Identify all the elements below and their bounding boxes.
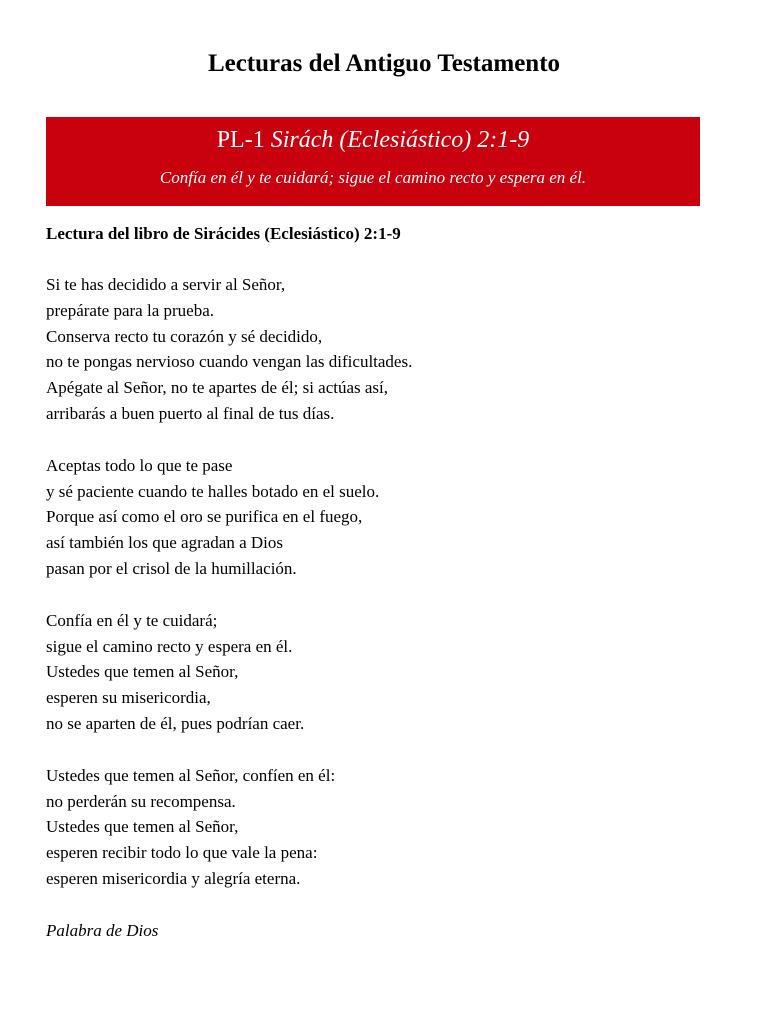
verse-line: no perderán su recompensa. — [46, 791, 236, 811]
stanza — [46, 608, 726, 737]
verse-line: Apégate al Señor, no te apartes de él; si actúas así, — [46, 378, 389, 398]
reading-banner — [46, 117, 700, 206]
verse-line: prepárate para la prueba. — [46, 300, 214, 320]
stanza — [46, 453, 726, 582]
reading-body — [46, 272, 726, 944]
verse-line: Porque así como el oro se purifica en el fuego, — [46, 507, 363, 527]
stanza — [46, 272, 726, 427]
verse-line: Aceptas todo lo que te pase — [46, 455, 233, 475]
stanza — [46, 763, 726, 892]
banner-subtitle: Confía en él y te cuidará; sigue el camino recto y espera en él. — [159, 168, 587, 187]
verse-line: Ustedes que temen al Señor, — [46, 817, 239, 837]
verse-line: esperen su misericordia, — [46, 688, 211, 708]
verse-line: arribarás a buen puerto al final de tus días. — [46, 403, 335, 423]
reading-heading: Lectura del libro de Sirácides (Eclesiástico) 2:1-9 — [46, 224, 401, 243]
verse-line: Confía en él y te cuidará; — [46, 610, 218, 630]
verse-line: sigue el camino recto y espera en él. — [46, 636, 293, 656]
banner-reference: Sirách (Eclesiástico) 2:1-9 — [270, 127, 530, 153]
verse-line: Ustedes que temen al Señor, confíen en él: — [46, 765, 336, 785]
page-title: Lecturas del Antiguo Testamento — [207, 50, 561, 77]
banner-code: PL-1 — [216, 127, 265, 153]
verse-line: pasan por el crisol de la humillación. — [46, 558, 297, 578]
verse-line: esperen recibir todo lo que vale la pena: — [46, 843, 318, 863]
verse-line: y sé paciente cuando te halles botado en el suelo. — [46, 481, 380, 501]
verse-line: Si te has decidido a servir al Señor, — [46, 275, 286, 294]
banner-heading — [46, 123, 700, 157]
verse-line: Conserva recto tu corazón y sé decidido, — [46, 326, 323, 346]
closing-text: Palabra de Dios — [46, 920, 159, 940]
verse-line: esperen misericordia y alegría eterna. — [46, 868, 301, 888]
verse-line: Ustedes que temen al Señor, — [46, 662, 239, 682]
verse-line: no te pongas nervioso cuando vengan las dificultades. — [46, 352, 413, 372]
verse-line: así también los que agradan a Dios — [46, 533, 283, 553]
verse-line: no se aparten de él, pues podrían caer. — [46, 713, 305, 733]
